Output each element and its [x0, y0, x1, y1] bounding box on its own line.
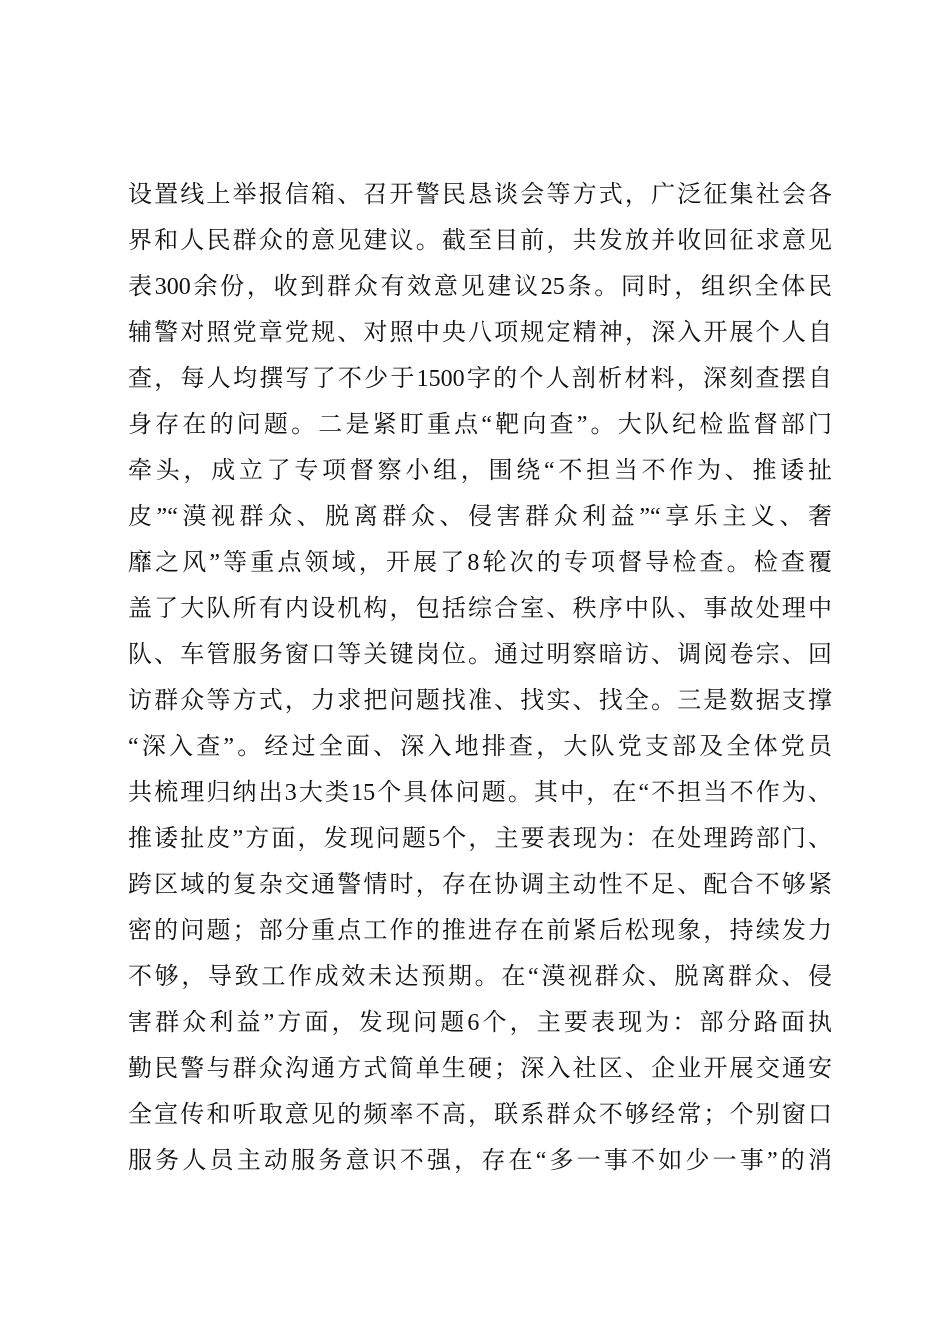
text-line: 害群众利益”方面，发现问题6个，主要表现为：部分路面执	[128, 1010, 832, 1036]
text-line: 身存在的问题。二是紧盯重点“靶向查”。大队纪检监督部门	[128, 412, 832, 438]
text-line: 界和人民群众的意见建议。截至目前，共发放并收回征求意见	[128, 228, 832, 254]
text-line: 推诿扯皮”方面，发现问题5个，主要表现为：在处理跨部门、	[128, 826, 832, 852]
text-line: 队、车管服务窗口等关键岗位。通过明察暗访、调阅卷宗、回	[128, 642, 832, 668]
text-line: 全宣传和听取意见的频率不高，联系群众不够经常；个别窗口	[128, 1102, 832, 1128]
text-line: 服务人员主动服务意识不强，存在“多一事不如少一事”的消	[128, 1148, 832, 1174]
text-line: 勤民警与群众沟通方式简单生硬；深入社区、企业开展交通安	[128, 1056, 832, 1082]
text-line: 表300余份，收到群众有效意见建议25条。同时，组织全体民	[128, 274, 832, 300]
text-line: 皮”“漠视群众、脱离群众、侵害群众利益”“享乐主义、奢	[128, 504, 832, 530]
text-line: 辅警对照党章党规、对照中央八项规定精神，深入开展个人自	[128, 320, 832, 346]
text-line: 共梳理归纳出3大类15个具体问题。其中，在“不担当不作为、	[128, 780, 832, 806]
text-line: 设置线上举报信箱、召开警民恳谈会等方式，广泛征集社会各	[128, 182, 832, 208]
text-line: 访群众等方式，力求把问题找准、找实、找全。三是数据支撑	[128, 688, 832, 714]
text-line: 查，每人均撰写了不少于1500字的个人剖析材料，深刻查摆自	[128, 366, 832, 392]
body-paragraph	[128, 176, 832, 1188]
text-line: 跨区域的复杂交通警情时，存在协调主动性不足、配合不够紧	[128, 872, 832, 898]
text-line: 密的问题；部分重点工作的推进存在前紧后松现象，持续发力	[128, 918, 832, 944]
text-line: 盖了大队所有内设机构，包括综合室、秩序中队、事故处理中	[128, 596, 832, 622]
text-line: 不够，导致工作成效未达预期。在“漠视群众、脱离群众、侵	[128, 964, 832, 990]
text-line: 牵头，成立了专项督察小组，围绕“不担当不作为、推诿扯	[128, 458, 832, 484]
text-line: “深入查”。经过全面、深入地排查，大队党支部及全体党员	[128, 734, 832, 760]
text-line: 靡之风”等重点领域，开展了8轮次的专项督导检查。检查覆	[128, 550, 832, 576]
